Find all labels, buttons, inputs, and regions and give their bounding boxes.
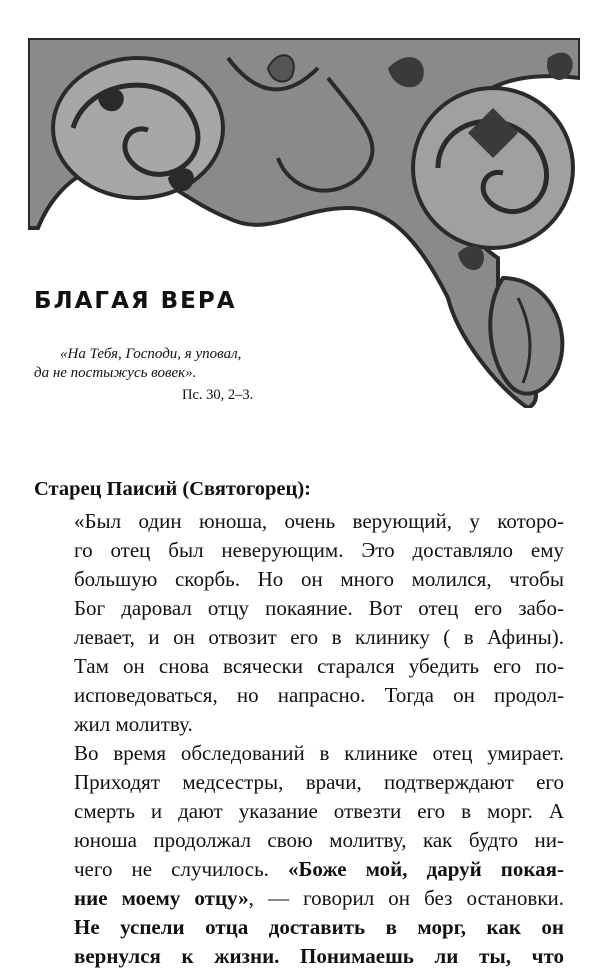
text-line: исповедоваться, но напрасно. Тогда он продол-	[74, 683, 564, 707]
text-segment-bold: ние моему отцу»	[74, 886, 249, 910]
speaker-heading: Старец Паисий (Святогорец):	[34, 478, 311, 500]
chapter-title: БЛАГАЯ ВЕРА	[34, 288, 237, 314]
text-segment: , — говорил он без остановки.	[248, 886, 564, 910]
body-text	[74, 507, 564, 971]
text-line: Там он снова всячески старался убедить его по-	[74, 654, 564, 678]
text-line: большую скорбь. Но он много молился, чтобы	[74, 567, 564, 591]
text-line: левает, и он отвозит его в клинику ( в Афины).	[74, 625, 564, 649]
scripture-reference: Пс. 30, 2–3.	[182, 387, 254, 403]
text-line: юноша продолжал свою молитву, как будто ни-	[74, 828, 564, 852]
text-line-mixed	[74, 884, 564, 913]
text-line-mixed	[74, 855, 564, 884]
text-segment: чего не случилось.	[74, 857, 288, 881]
text-line: смерть и дают указание отвезти его в морг. А	[74, 799, 564, 823]
text-segment-bold: «Боже мой, даруй покая-	[287, 857, 564, 881]
text-line: «Был один юноша, очень верующий, у которо-	[74, 509, 564, 533]
text-line: го отец был неверующим. Это доставляло ему	[74, 538, 564, 562]
text-line-bold: Не успели отца доставить в морг, как он	[74, 915, 564, 939]
text-line: Приходят медсестры, врачи, подтверждают его	[74, 770, 564, 794]
epigraph	[34, 345, 334, 383]
text-line: Бог даровал отцу покаяние. Вот отец его забо-	[74, 596, 564, 620]
epigraph-line: «На Тебя, Господи, я уповал,	[60, 346, 242, 362]
text-line: жил молитву.	[74, 712, 193, 736]
text-line-bold: вернулся к жизни. Понимаешь ли ты, что	[74, 944, 564, 968]
text-line: Во время обследований в клинике отец умирает.	[74, 741, 564, 765]
epigraph-line: да не постыжусь вовек».	[34, 365, 197, 381]
